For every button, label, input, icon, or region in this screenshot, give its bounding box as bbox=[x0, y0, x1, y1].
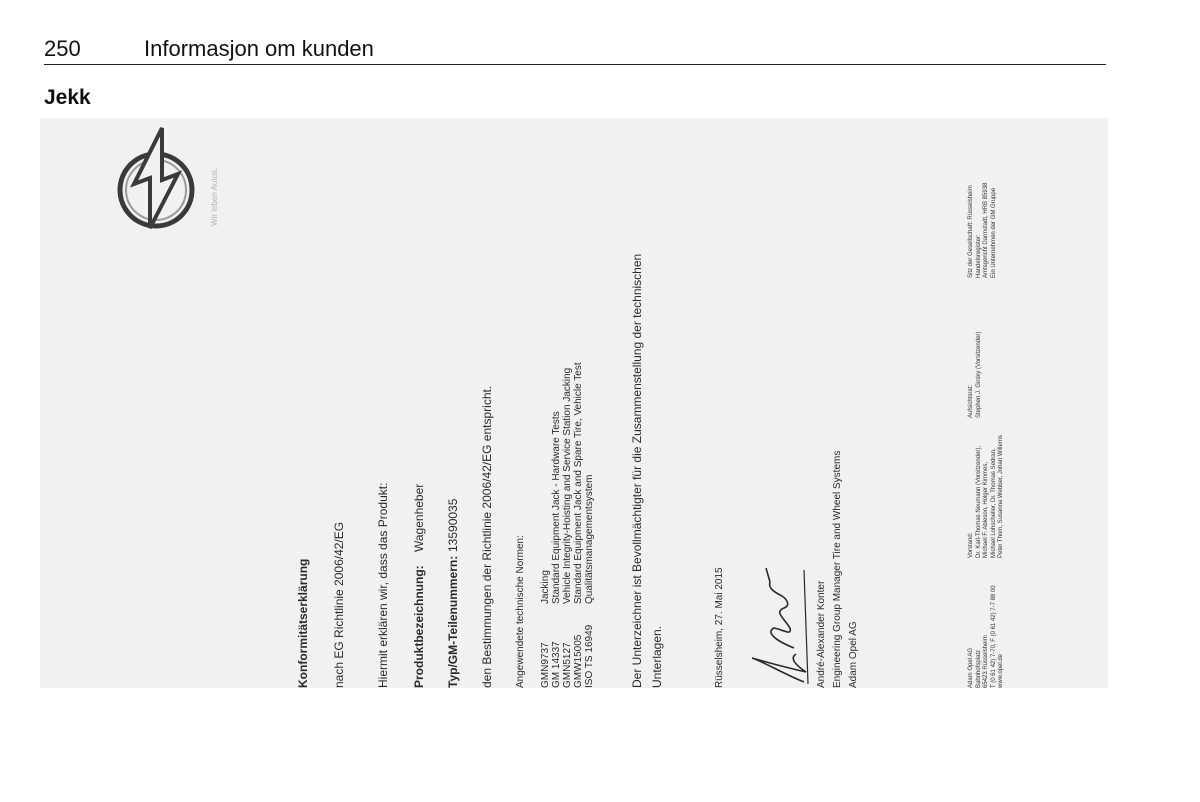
declaration-text: Hiermit erklären wir, dass das Produkt: bbox=[376, 482, 390, 688]
footer-line: Dr. Karl-Thomas Neumann (Vorsitzender), bbox=[975, 445, 982, 558]
footer-line: Stephen J. Girsky (Vorsitzender) bbox=[975, 331, 982, 418]
footer-board bbox=[968, 435, 1006, 558]
footer-line: Handelsregister: bbox=[975, 234, 982, 278]
part-number-value: 13590035 bbox=[446, 498, 460, 552]
signer-company: Adam Opel AG bbox=[848, 621, 859, 688]
part-number-label: Typ/GM-Teilenummern: bbox=[446, 555, 460, 688]
standard-code: GMN5127 bbox=[562, 642, 573, 688]
footer-seat bbox=[968, 183, 998, 278]
section-heading: Jekk bbox=[44, 86, 91, 109]
footer-line: Michael Lohscheller, Dr. Thomas Sedran, bbox=[990, 448, 997, 558]
standard-name: Standard Equipment Jack - Hardware Tests bbox=[551, 411, 562, 604]
standard-code: GMN9737 bbox=[540, 642, 551, 688]
footer-line: Aufsichtsrat: bbox=[968, 384, 974, 418]
compliance-statement: den Bestimmungen der Richtlinie 2006/42/EG entspricht. bbox=[480, 385, 494, 688]
footer-line: Peter Thom, Susanna Webber, Johan Willems bbox=[998, 435, 1004, 558]
product-label: Produktbezeichnung: bbox=[412, 565, 426, 688]
footer-address bbox=[968, 585, 1006, 688]
footer-supervisory bbox=[968, 332, 983, 418]
signer-role: Engineering Group Manager Tire and Wheel Systems bbox=[832, 450, 843, 688]
standard-names bbox=[540, 362, 595, 604]
footer-line: Bahnhofsplatz bbox=[975, 649, 982, 688]
declaration-subtitle: nach EG Richtlinie 2006/42/EG bbox=[332, 521, 346, 688]
signer-name: André-Alexander Konter bbox=[816, 580, 827, 688]
standard-name: Vehicle Integrity-Hoisting and Service Station Jacking bbox=[562, 367, 573, 604]
footer-line: www.opel.de bbox=[998, 653, 1004, 688]
standard-code: GM 14337 bbox=[551, 641, 562, 688]
brand-slogan: Wir leben Autos. bbox=[210, 167, 219, 226]
footer-line: Amtsgericht Darmstadt, HRB 85938 bbox=[983, 182, 989, 278]
declaration-title: Konformitätserklärung bbox=[296, 558, 310, 688]
page-number: 250 bbox=[44, 36, 81, 61]
standard-code: GMW15005 bbox=[573, 634, 584, 688]
product-value: Wagenheber bbox=[412, 483, 426, 552]
footer-line: Michael F. Ableson, Holger Kimmes, bbox=[983, 461, 989, 558]
certificate-scan bbox=[40, 118, 1108, 688]
footer-line: Adam Opel AG bbox=[968, 647, 974, 688]
authorized-representative-line: Der Unterzeichner ist Bevollmächtigter für die Zusammenstellung der technischen bbox=[630, 253, 644, 688]
place-and-date: Rüsselsheim, 27. Mai 2015 bbox=[714, 567, 725, 688]
footer-line: T (0 61 42) 7-70, F (0 61 42) 7-7 88 00 bbox=[990, 585, 997, 688]
header-title: Informasjon om kunden bbox=[144, 36, 374, 61]
standard-name: Standard Equipment Jack and Spare Tire, Vehicle Test bbox=[573, 362, 584, 604]
authorized-representative-line: Unterlagen. bbox=[650, 625, 664, 688]
standard-name: Qualitätsmanagementsystem bbox=[584, 474, 595, 604]
standard-code: ISO TS 16949 bbox=[584, 624, 595, 688]
footer-line: Ein Unternehmen der GM Gruppe bbox=[990, 187, 997, 278]
page-header bbox=[44, 36, 1106, 65]
standard-codes bbox=[540, 625, 595, 688]
standard-name: Jacking bbox=[540, 570, 551, 604]
handwritten-signature bbox=[744, 558, 814, 688]
footer-line: Vorstand: bbox=[968, 532, 974, 558]
footer-line: 65423 Rüsselsheim bbox=[983, 635, 989, 688]
norms-intro: Angewendete technische Normen: bbox=[515, 535, 526, 688]
opel-logo-icon bbox=[104, 126, 208, 230]
footer-line: Sitz der Gesellschaft: Rüsselsheim bbox=[968, 185, 974, 278]
declaration-letter bbox=[40, 118, 1108, 688]
